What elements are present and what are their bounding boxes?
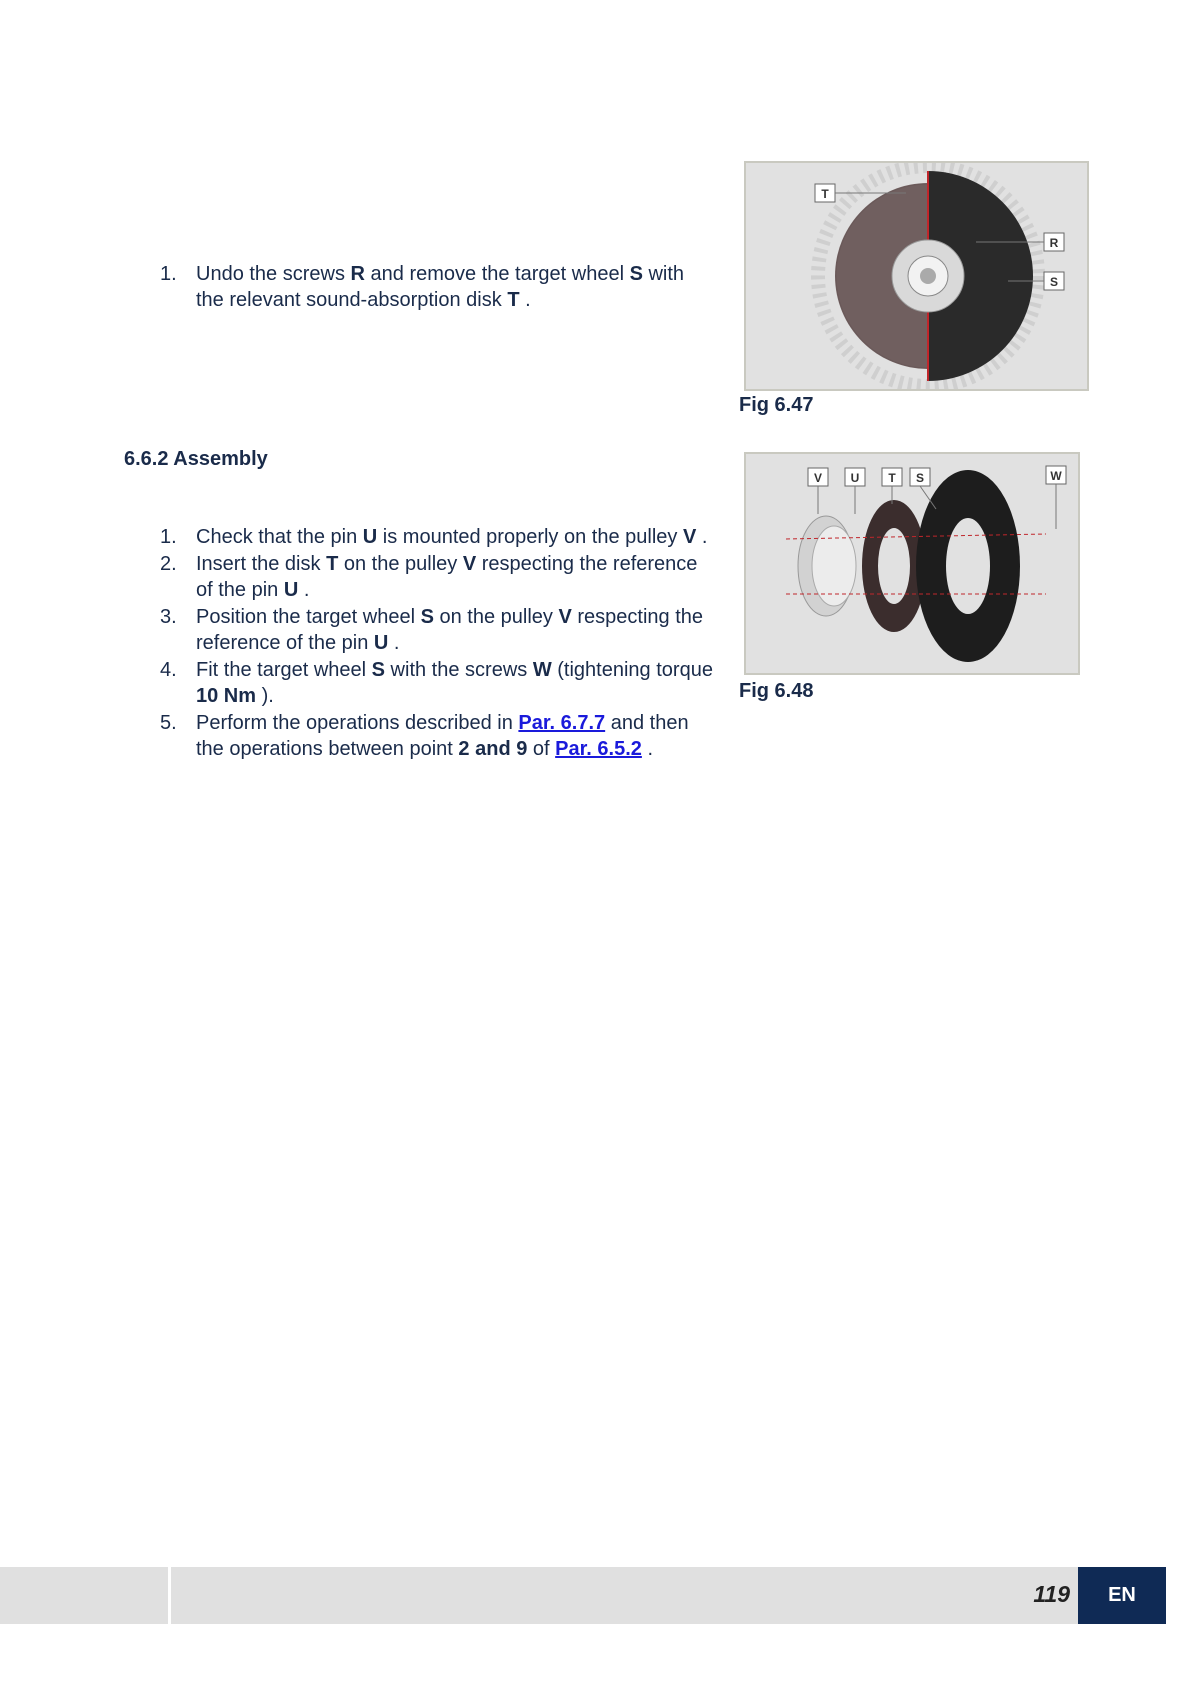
text-run: with the screws	[385, 659, 533, 681]
step-text	[196, 524, 716, 550]
list-item	[160, 551, 716, 603]
removal-steps-list	[160, 261, 716, 314]
fig1-label-s: S	[1049, 275, 1059, 289]
text-run: respecting the reference of the pin	[196, 553, 698, 601]
step-text	[196, 261, 716, 313]
list-item	[160, 710, 716, 762]
text-run: with the relevant sound-absorption disk	[196, 263, 685, 311]
fig2-label-w: W	[1050, 469, 1062, 483]
bold-text: S	[420, 606, 434, 628]
list-item	[160, 261, 716, 313]
text-run: of	[527, 738, 556, 760]
text-run: .	[388, 632, 400, 654]
list-item	[160, 604, 716, 656]
list-item	[160, 657, 716, 709]
text-run: Insert the disk	[196, 553, 327, 575]
text-run: .	[696, 526, 708, 548]
footer-divider	[168, 1567, 171, 1624]
step-text	[196, 604, 716, 656]
bold-text: 2 and 9	[458, 738, 528, 760]
figure-6-47	[744, 161, 1089, 391]
figure-6-48-caption: Fig 6.48	[739, 680, 814, 702]
bold-text: S	[371, 659, 385, 681]
page-number: 119	[1033, 1581, 1070, 1607]
step-number: 3.	[160, 606, 177, 628]
bold-text: U	[283, 579, 299, 601]
text-run: and remove the target wheel	[364, 263, 630, 285]
text-run: Undo the screws	[196, 263, 351, 285]
text-run: is mounted properly on the pulley	[377, 526, 683, 548]
text-run: .	[641, 738, 654, 760]
text-run: ).	[256, 685, 274, 707]
text-run: Perform the operations described in	[196, 712, 519, 734]
fig2-label-s: S	[915, 471, 925, 485]
bold-text: T	[507, 289, 520, 311]
text-run: Check that the pin	[196, 526, 363, 548]
step-text	[196, 710, 716, 762]
bold-text: U	[362, 526, 378, 548]
text-run: .	[298, 579, 310, 601]
step-number: 2.	[160, 553, 177, 575]
fig2-label-u: U	[850, 471, 860, 485]
target-wheel-illustration	[746, 163, 1087, 389]
step-number: 5.	[160, 712, 177, 734]
bold-text: W	[532, 659, 552, 681]
exploded-assembly-illustration	[746, 454, 1078, 673]
text-run: Fit the target wheel	[196, 659, 372, 681]
fig1-label-r: R	[1049, 236, 1059, 250]
footer-bar	[0, 1567, 1166, 1624]
step-text	[196, 551, 716, 603]
bold-text: V	[558, 606, 572, 628]
figure-6-47-caption: Fig 6.47	[739, 394, 814, 416]
bold-text: V	[682, 526, 697, 548]
text-run: (tightening torque	[551, 659, 713, 681]
step-number: 1.	[160, 263, 177, 285]
bold-text: V	[462, 553, 477, 575]
text-run: Position the target wheel	[196, 606, 421, 628]
bold-text: 10 Nm	[196, 685, 257, 707]
fig2-label-v: V	[813, 471, 823, 485]
language-badge: EN	[1078, 1567, 1166, 1624]
bold-text: U	[373, 632, 389, 654]
assembly-steps-list	[160, 524, 716, 763]
bold-text: T	[326, 553, 339, 575]
paragraph-reference-link[interactable]: Par. 6.5.2	[555, 738, 642, 760]
text-run: on the pulley	[433, 606, 559, 628]
section-heading-assembly: 6.6.2 Assembly	[124, 448, 268, 470]
figure-6-48	[744, 452, 1080, 675]
paragraph-reference-link[interactable]: Par. 6.7.7	[518, 712, 606, 734]
bold-text: S	[629, 263, 643, 285]
fig2-label-t: T	[888, 471, 896, 485]
text-run: .	[519, 289, 531, 311]
step-text	[196, 657, 716, 709]
step-number: 4.	[160, 659, 177, 681]
bold-text: R	[350, 263, 365, 285]
list-item	[160, 524, 716, 550]
step-number: 1.	[160, 526, 177, 548]
text-run: respecting the reference of the pin	[196, 606, 704, 654]
fig1-label-t: T	[821, 187, 829, 201]
text-run: and then the operations between point	[196, 712, 689, 760]
text-run: on the pulley	[338, 553, 463, 575]
